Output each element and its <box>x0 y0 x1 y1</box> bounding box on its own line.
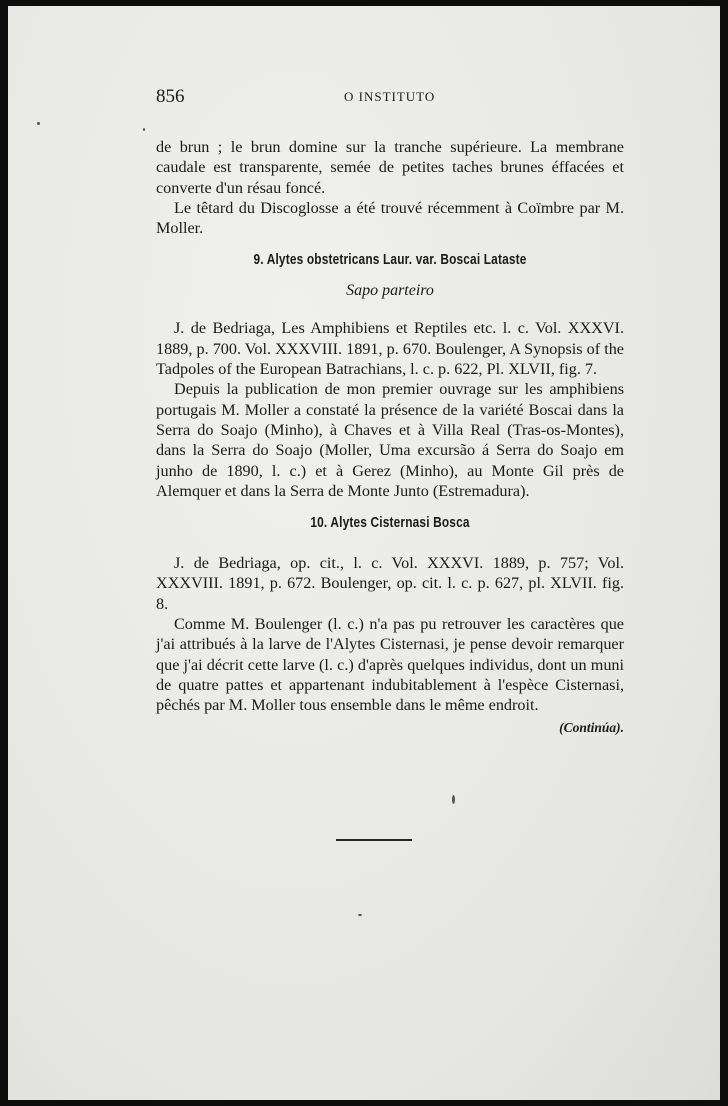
scan-speck <box>358 914 362 916</box>
end-rule <box>336 839 412 841</box>
section-9-heading: 9. Alytes obstetricans Laur. var. Boscai Lataste <box>253 252 527 269</box>
section-10-body: Comme M. Boulenger (l. c.) n'a pas pu retrouver les caractères que j'ai attribués à la larve de l'Alytes Cisternasi, je pense devoir remarquer que j'ai décrit cette larve (l. c.) d'après quelques individus, dont un muni de quatre pattes et appartenant indubitablement à l'espèce Cisternasi, pêchés par M. Moller tous ensemble dans le même endroit. <box>156 615 624 715</box>
journal-title: O INSTITUTO <box>344 89 436 104</box>
spacer <box>156 110 624 137</box>
spacer <box>156 268 624 282</box>
continuation-note: (Continúa). <box>559 719 624 735</box>
spacer <box>156 238 624 252</box>
section-10-heading: 10. Alytes Cisternasi Bosca <box>310 515 470 532</box>
scan-speck <box>452 795 455 804</box>
scan-speck <box>37 122 40 125</box>
section-9-subheading: Sapo parteiro <box>346 282 434 300</box>
paragraph-continued: de brun ; le brun domine sur la tranche supérieure. La membrane caudale est transparente, semée de petites taches brunes éffacées et converte d'un résau foncé. <box>156 138 624 197</box>
text-block <box>156 86 624 736</box>
page-number: 856 <box>156 86 185 107</box>
spacer <box>156 531 624 553</box>
paragraph-discoglosse: Le têtard du Discoglosse a été trouvé récemment à Coïmbre par M. Moller. <box>156 198 624 238</box>
section-10-reference: J. de Bedriaga, op. cit., l. c. Vol. XXXVI. 1889, p. 757; Vol. XXXVIII. 1891, p. 672. Boulenger, op. cit. l. c. p. 627, pl. XLVII. fig. 8. <box>156 554 624 613</box>
section-9-reference: J. de Bedriaga, Les Amphibiens et Reptiles etc. l. c. Vol. XXXVI. 1889, p. 700. Vol. XXXVIII. 1891, p. 670. Boulenger, A Synopsis of the Tadpoles of the European Batrachians, l. c. p. 622, Pl. XLVII, fig. 7. <box>156 319 624 379</box>
spacer <box>156 501 624 515</box>
scan-speck <box>143 128 145 131</box>
running-head <box>156 86 624 110</box>
spacer <box>156 300 624 318</box>
section-9-body: Depuis la publication de mon premier ouvrage sur les amphibiens portugais M. Moller a constaté la présence de la variété Boscai dans la Serra do Soajo (Minho), à Chaves et à Villa Real (Tras-os-Montes), dans la Serra do Soajo (Moller, Uma excursão á Serra do Soajo em junho de 1890, l. c.) et à Gerez (Minho), au Monte Gil près de Alemquer et dans la Serra de Monte Junto (Estremadura). <box>156 380 624 500</box>
